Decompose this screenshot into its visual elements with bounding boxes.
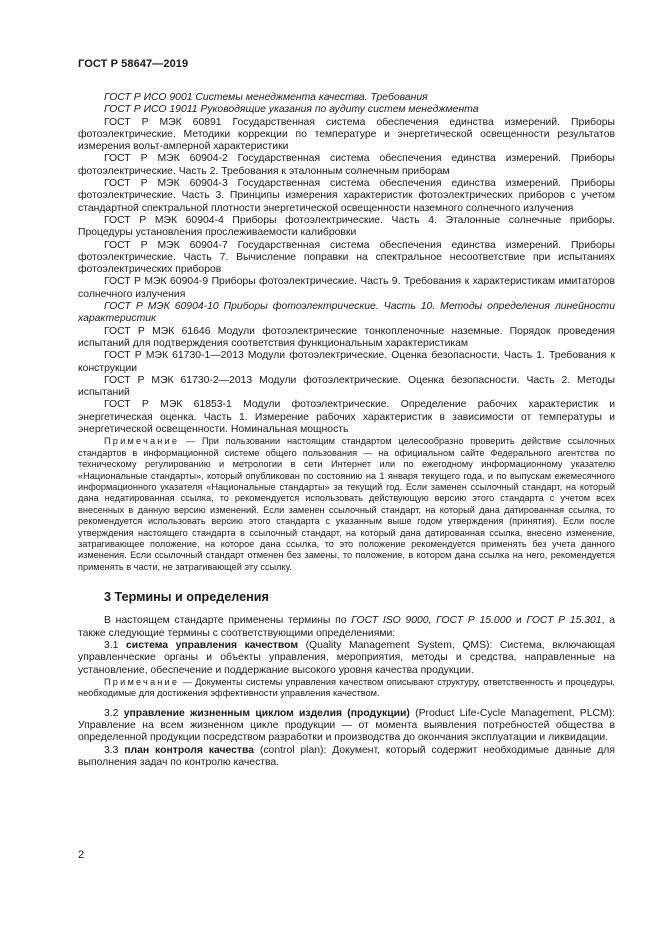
term-number: 3.2 [104,707,124,719]
note-text: — При пользовании настоящим стандартом целесообразно проверить действие ссылочных стандартов в информационной системе общего пользования — на официальном сайте Федерального агентства по техническому регулированию и метрологии в сети Интернет или по ежегодному информационному указателю «Национальные стандарты», который опубликован по состоянию на 1 января текущего года, и по выпускам ежемесячного информационного указателя «Национальные стандарты» за текущий год. Если заменен ссылочный стандарт, на который дана недатированная ссылка, то рекомендуется использовать действующую версию этого стандарта с учетом всех внесенных в данную версию изменений. Если заменен ссылочный стандарт, на который дана датированная ссылка, то рекомендуется использовать версию этого стандарта с указанным выше годом утверждения (принятия). Если после утверждения настоящего стандарта в ссылочный стандарт, на который дана датированная ссылка, внесено изменение, затрагивающее положение, на которое дана ссылка, то это положение рекомендуется применять без учета данного изменения. Если ссылочный стандарт отменен без замены, то положение, в котором дана ссылка на него, рекомендуется применять в части, не затрагивающей эту ссылку. [78,436,615,572]
reference-item: ГОСТ Р МЭК 61730-2—2013 Модули фотоэлектрические. Оценка безопасности. Часть 2. Методы испытаний [78,374,615,399]
intro-reference: ГОСТ ISO 9000, ГОСТ Р 15.000 [351,615,512,627]
reference-item: ГОСТ Р МЭК 61853-1 Модули фотоэлектрические. Определение рабочих характеристик и энергетическая оценка. Часть 1. Измерение рабочих характеристик в зависимости от температуры и энергетической освещенности. Номинальная мощность [78,399,615,436]
reference-item: ГОСТ Р МЭК 60904-7 Государственная система обеспечения единства измерений. Приборы фотоэлектрические. Часть 7. Вычисление поправки на спектральное несоответствие при испытаниях фотоэлектрических приборов [78,239,615,276]
references-note [78,436,615,573]
reference-item: ГОСТ Р МЭК 60891 Государственная система обеспечения единства измерений. Приборы фотоэлектрические. Методики коррекции по температуре и энергетической освещенности результатов измерения вольт-амперной характеристики [78,116,615,153]
term-3-3 [78,745,615,770]
note-label: Примечание [104,436,180,447]
reference-item: ГОСТ Р ИСО 9001 Системы менеджмента качества. Требования [104,92,428,103]
section-intro [78,615,615,640]
section-heading: 3 Термины и определения [104,590,269,605]
term-3-1 [78,640,615,677]
reference-item: ГОСТ Р МЭК 60904-9 Приборы фотоэлектрические. Часть 9. Требования к характеристикам имитаторов солнечного излучения [78,276,615,300]
reference-item: ГОСТ Р МЭК 61646 Модули фотоэлектрические тонкопленочные наземные. Порядок проведения испытаний для подтверждения соответствия функциональным характеристикам [78,325,615,349]
reference-item: ГОСТ Р МЭК 60904-3 Государственная система обеспечения единства измерений. Приборы фотоэлектрические. Часть 3. Принципы измерения характеристик фотоэлектрических приборов с учетом стандартной спектральной плотности энергетической освещенности наземного солнечного излучения [78,178,615,214]
normative-references-list [78,92,615,436]
reference-item: ГОСТ Р ИСО 19011 Руководящие указания по аудиту систем менеджмента [104,104,479,116]
term-definition: (control plan): Документ, который содержит необходимые данные для выполнения задач по контролю качества. [78,744,615,768]
term-number: 3.3 [104,744,125,756]
document-body [78,92,615,769]
term-number: 3.1 [104,640,127,652]
term-title: система управления качеством [126,640,299,652]
term-title: управление жизненным циклом изделия (продукции) [123,707,410,719]
term-definition: (Product Life-Cycle Management, PLCM): Управление на всем жизненном цикле продукции — от момента выявления потребностей общества в определенной продукции посредством разработки и производства до окончания эксплуатации и ликвидации. [78,707,616,744]
intro-text: , а также следующие термины с соответствующими определениями: [78,615,615,639]
term-3-2 [78,708,615,745]
term-definition: (Quality Management System, QMS): Система, включающая управленческие органы и объекты управления, мероприятия, методы и средства, направленные на установление, обеспечение и поддержание высокого уровня качества продукции. [78,640,615,676]
page-number: 2 [78,849,85,861]
intro-text: и [511,615,527,627]
intro-text: В настоящем стандарте применены термины по [104,615,352,627]
note-label: Примечание [104,676,180,687]
note-text: — Документы системы управления качеством описывают структуру, ответственность и процедуры, необходимые для достижения эффективности управления качеством. [78,676,615,699]
reference-item: ГОСТ Р МЭК 60904-2 Государственная система обеспечения единства измерений. Приборы фотоэлектрические. Часть 2. Требования к эталонным солнечным приборам [78,153,615,177]
term-note [78,677,615,700]
term-title: план контроля качества [124,744,255,756]
reference-item: ГОСТ Р МЭК 60904-4 Приборы фотоэлектрические. Часть 4. Эталонные солнечные приборы. Процедуры установления прослеживаемости калибровки [78,214,615,239]
reference-item: ГОСТ Р МЭК 60904-10 Приборы фотоэлектрические. Часть 10. Методы определения линейности характеристик [78,301,615,325]
reference-item: ГОСТ Р МЭК 61730-1—2013 Модули фотоэлектрические. Оценка безопасности. Часть 1. Требования к конструкции [78,350,615,374]
intro-reference: ГОСТ Р 15.301 [526,615,602,627]
document-header: ГОСТ Р 58647—2019 [78,58,189,70]
